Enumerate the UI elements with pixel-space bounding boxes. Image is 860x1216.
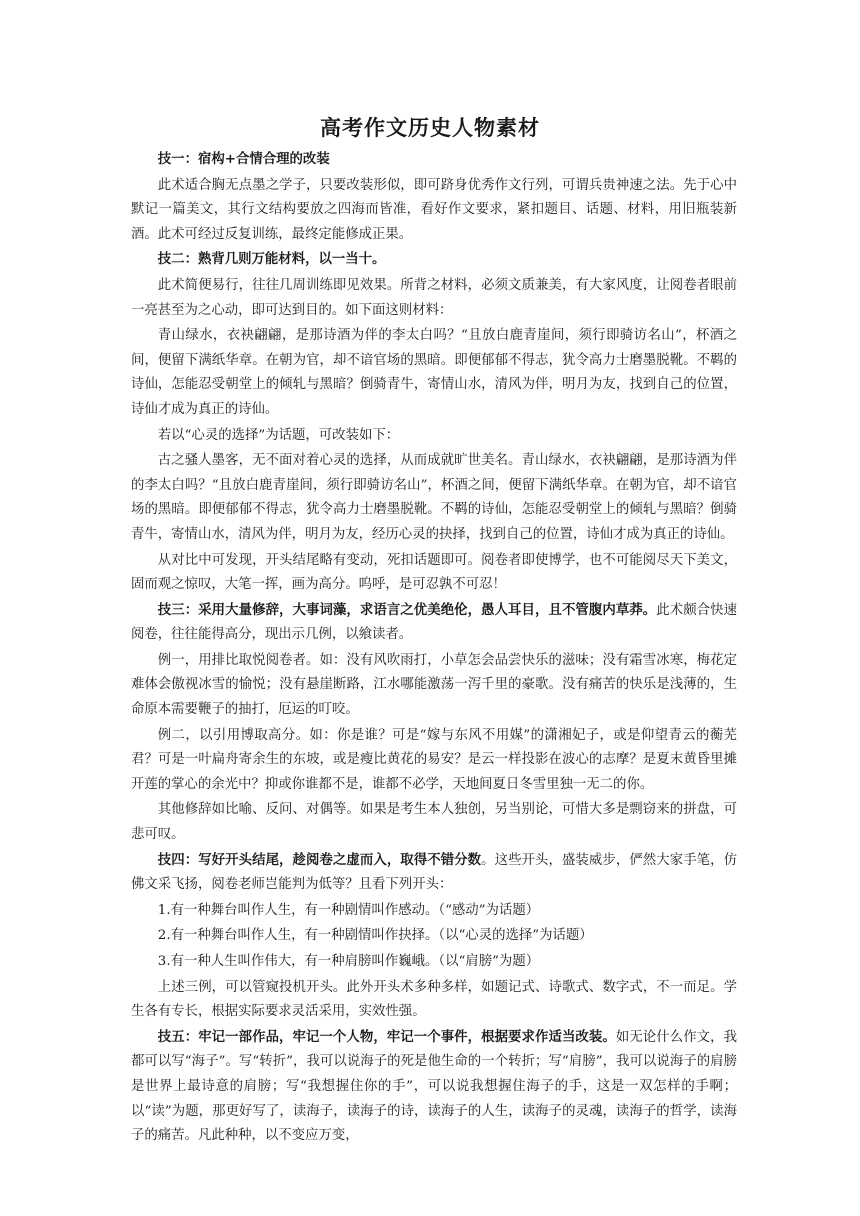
paragraph: 例一，用排比取悦阅卷者。如：没有风吹雨打，小草怎会品尝快乐的滋味；没有霜雪冰寒，梅花定难体会傲视冰雪的愉悦；没有悬崖断路，江水哪能激荡一泻千里的豪歌。没有痛苦的快乐是浅薄的，生命原本需要鞭子的抽打，厄运的叮咬。 [131,652,737,718]
paragraph: 技五：牢记一部作品，牢记一个人物，牢记一个事件，根据要求作适当改装。如无论什么作文，我都可以写“海子”。写“转折”，我可以说海子的死是他生命的一个转折；写“肩膀”，我可以说海子的肩膀是世界上最诗意的肩膀；写“我想握住你的手”，可以说我想握住海子的手，这是一双怎样的手啊；以“读”为题，那更好写了，读海子，读海子的诗，读海子的人生，读海子的灵魂，读海子的哲学，读海子的痛苦。凡此种种，以不变应万变， [131,1028,738,1144]
document-body [131,147,737,1149]
page-title: 高考作文历史人物素材 [320,115,540,140]
paragraph: 其他修辞如比喻、反问、对偶等。如果是考生本人独创，另当别论，可惜大多是剽窃来的拼盘，可悲可叹。 [131,802,737,843]
paragraph: 例二，以引用博取高分。如：你是谁？可是“嫁与东风不用媒”的潇湘妃子，或是仰望青云的蘅芜君？可是一叶扁舟寄余生的东坡，或是瘦比黄花的易安？是云一样投影在波心的志摩？是夏末黄昏里摊开莲的掌心的余光中？抑或你谁都不是，谁都不必学，天地间夏日冬雪里独一无二的你。 [131,727,737,792]
paragraph: 若以“心灵的选择”为话题，可改装如下： [157,427,400,443]
paragraph: 从对比中可发现，开头结尾略有变动，死扣话题即可。阅卷者即使博学，也不可能阅尽天下美文，固而观之惊叹，大笔一挥，画为高分。呜呼，是可忍孰不可忍！ [131,552,737,593]
paragraph: 技一：宿构+合情合理的改装 [157,151,330,167]
paragraph: 此术适合胸无点墨之学子，只要改装形似，即可跻身优秀作文行列，可谓兵贵神速之法。先于心中默记一篇美文，其行文结构要放之四海而皆准，看好作文要求，紧扣题目、话题、材料，用旧瓶装新酒。此术可经过反复训练，最终定能修成正果。 [131,177,737,242]
paragraph: 此术简便易行，往往几周训练即见效果。所背之材料，必须文质兼美，有大家风度，让阅卷者眼前一亮甚至为之心动，即可达到目的。如下面这则材料： [131,277,737,318]
list-item: 3.有一种人生叫作伟大，有一种肩膀叫作巍峨。（以“肩膀”为题） [157,954,540,969]
paragraph: 上述三例，可以管窥投机开头。此外开头术多种多样，如题记式、诗歌式、数字式，不一而足。学生各有专长，根据实际要求灵活采用，实效性强。 [131,979,737,1020]
list-item: 2.有一种舞台叫作人生，有一种剧情叫作抉择。（以“心灵的选择”为话题） [157,928,593,944]
paragraph: 青山绿水，衣袂翩翩，是那诗酒为伴的李太白吗？“且放白鹿青崖间，须行即骑访名山”，杯酒之间，便留下满纸华章。在朝为官，却不谙官场的黑暗。即便郁郁不得志，犹令高力士磨墨脱靴。不羁的诗仙，怎能忍受朝堂上的倾轧与黑暗？倒骑青牛，寄情山水，清风为伴，明月为友，找到自己的位置，诗仙才成为真正的诗仙。 [131,328,737,417]
paragraph: 技四：写好开头结尾，趁阅卷之虚而入，取得不错分数。这些开头，盛装威步，俨然大家手笔，仿佛文采飞扬，阅卷老师岂能判为低等？且看下列开头： [131,851,738,893]
paragraph: 技二：熟背几则万能材料，以一当十。 [157,251,386,268]
list-item: 1.有一种舞台叫作人生，有一种剧情叫作感动。（“感动”为话题） [157,902,540,918]
paragraph: 古之骚人墨客，无不面对着心灵的选择，从而成就旷世美名。青山绿水，衣袂翩翩，是那诗酒为伴的李太白吗？“且放白鹿青崖间，须行即骑访名山”，杯酒之间，便留下满纸华章。在朝为官，却不谙官场的黑暗。即便郁郁不得志，犹令高力士磨墨脱靴。不羁的诗仙，怎能忍受朝堂上的倾轧与黑暗？倒骑青牛，寄情山水，清风为伴，明月为友，经历心灵的抉择，找到自己的位置，诗仙才成为真正的诗仙。 [131,453,737,542]
paragraph: 技三：采用大量修辞，大事词藻，求语言之优美绝伦，愚人耳目，且不管腹内草莽。此术颇合快速阅卷，往往能得高分，现出示几例，以飨读者。 [131,601,737,643]
